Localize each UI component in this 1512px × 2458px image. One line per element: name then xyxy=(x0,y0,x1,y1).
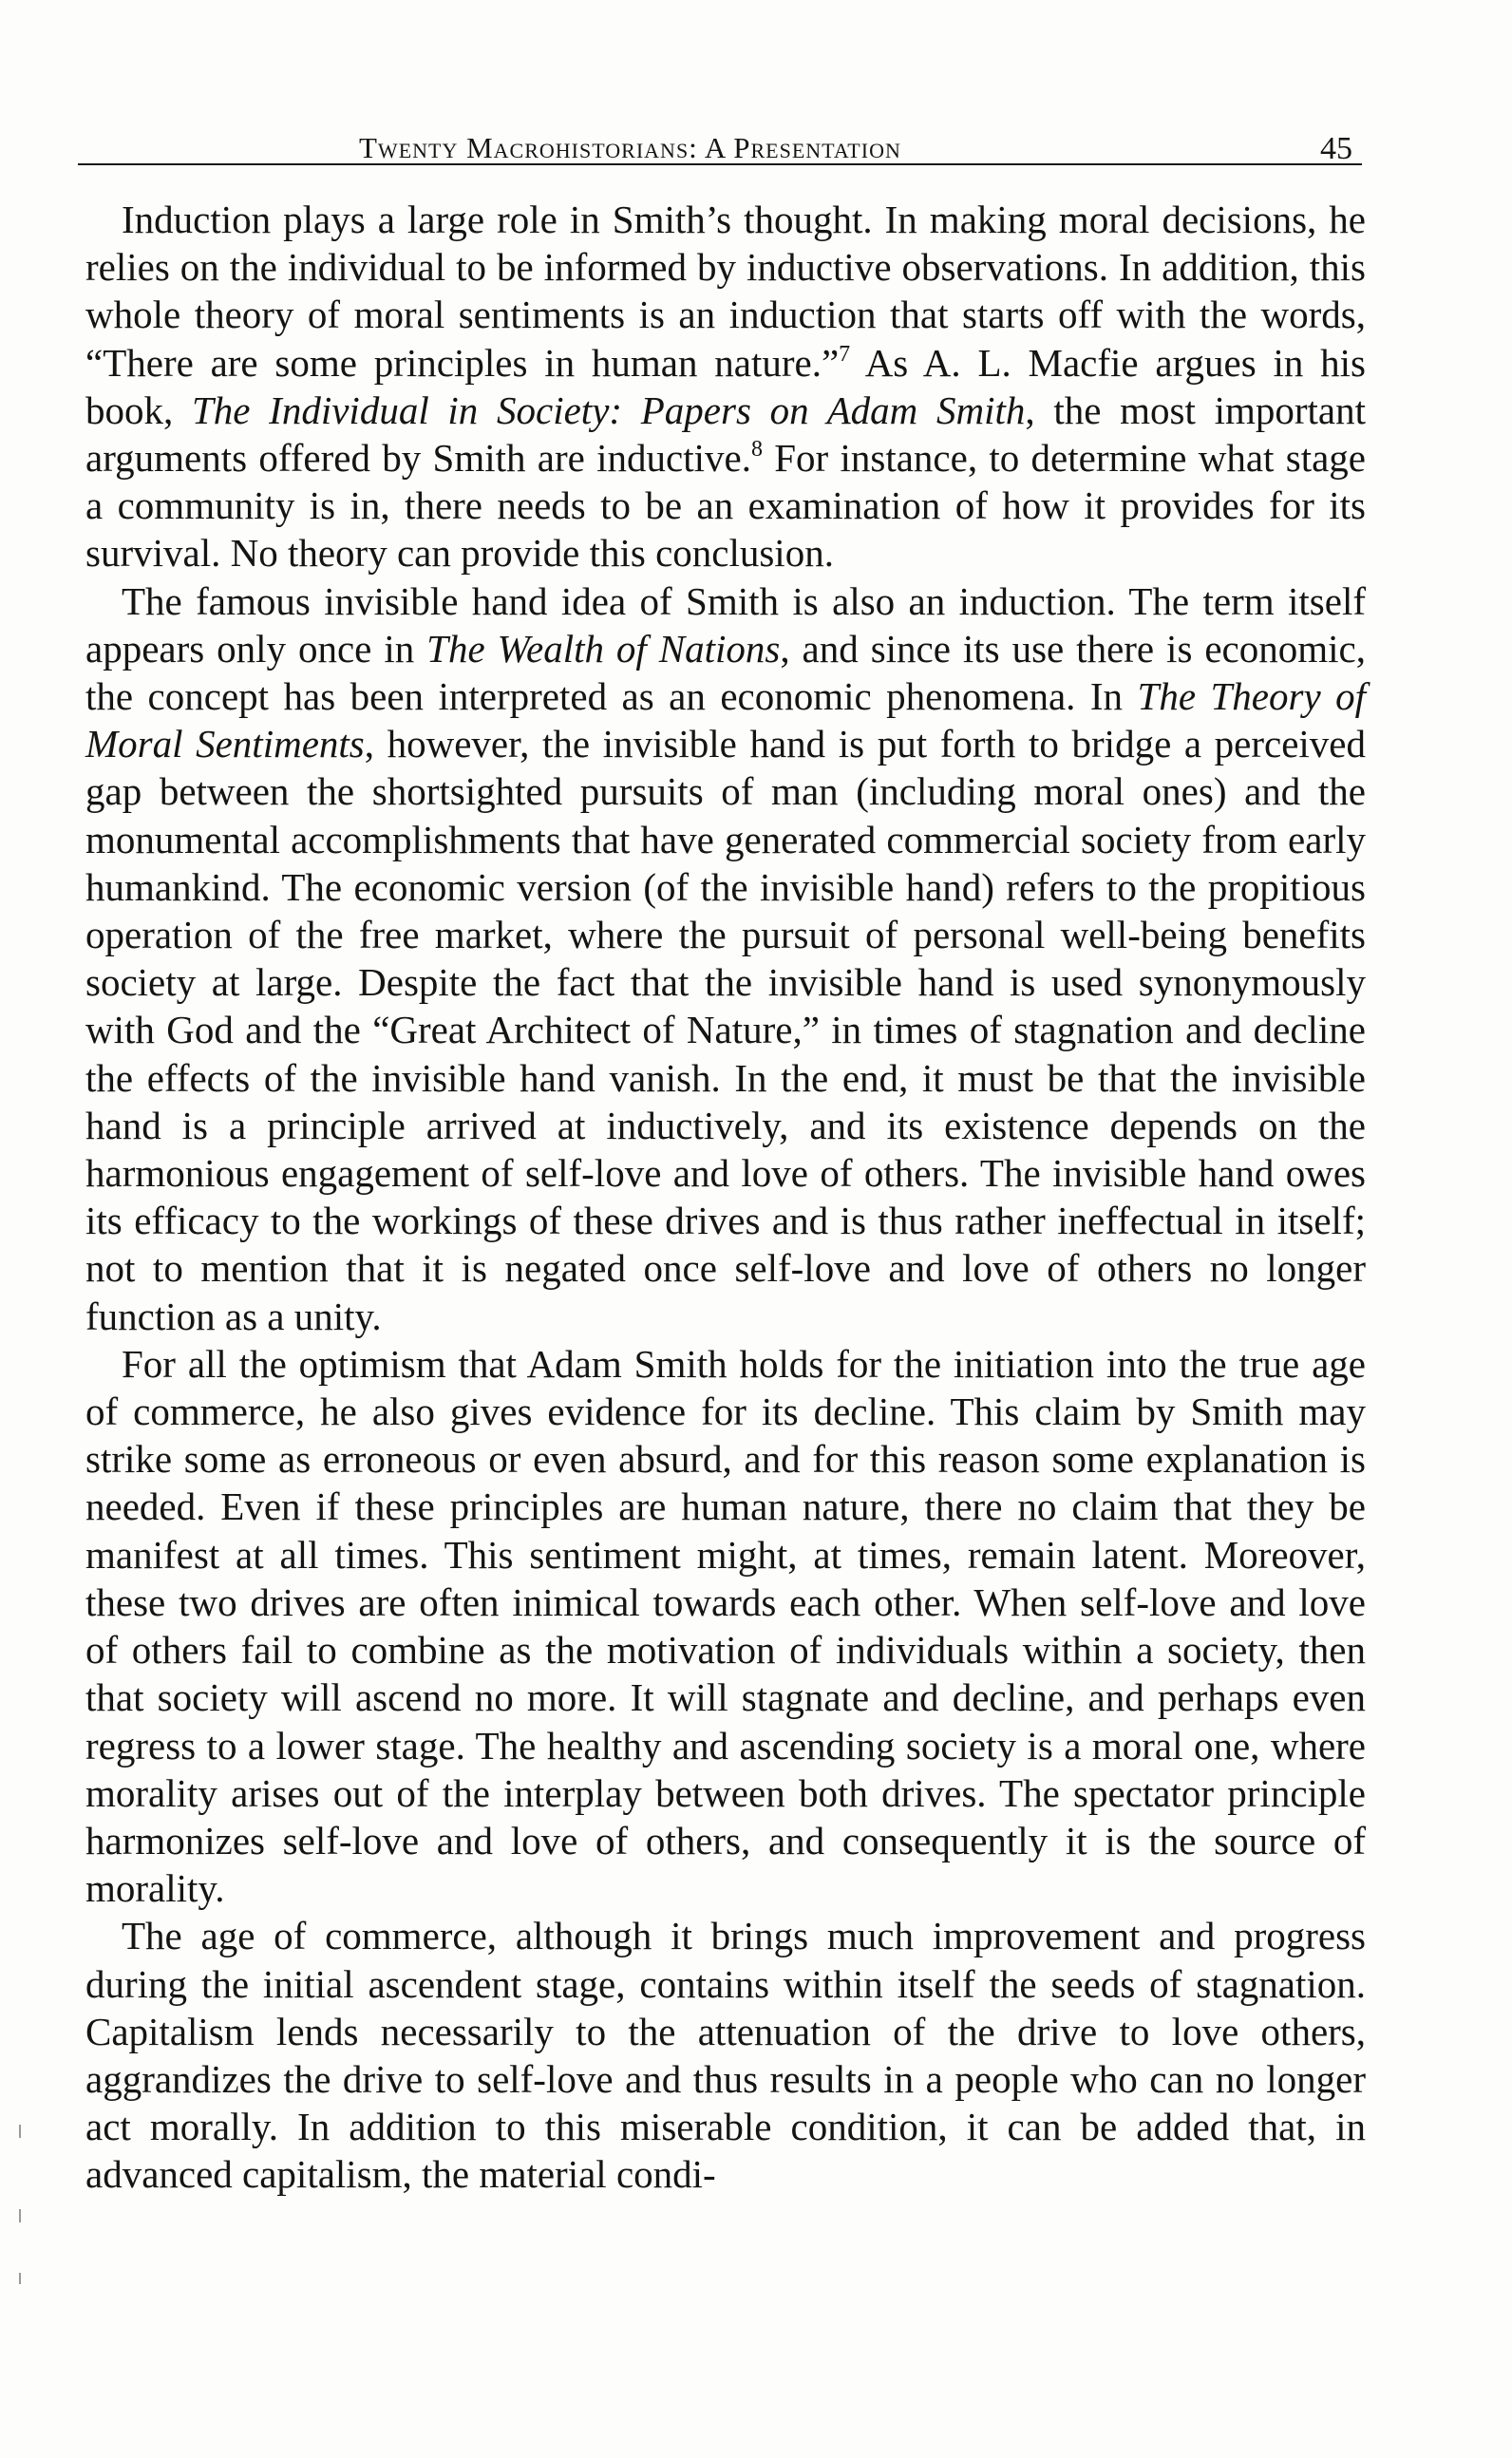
paragraph-text: , however, the invisible hand is put forth to bridge a perceived gap between the shortsighted pursuits of man (including moral ones) and the monumental accomplishments that have generated commercial society from early humankind. The economic version (of the invisible hand) refers to the propitious operation of the free market, where the pursuit of personal well-being benefits society at large. Despite the fact that the invisible hand is used synonymously with God and the “Great Architect of Nature,” in times of stagnation and decline the effects of the invisible hand vanish. In the end, it must be that the invisible hand is a principle arrived at inductively, and its existence depends on the harmonious engagement of self-love and love of others. The invisible hand owes its efficacy to the workings of these drives and is thus rather ineffectual in itself; not to mention that it is negated once self-love and love of others no longer function as a unity. xyxy=(85,722,1367,1338)
paragraph xyxy=(85,1912,1366,2198)
page-header xyxy=(78,125,1362,165)
paragraph-text: As A. L. Macfie argues in his book, xyxy=(85,340,1366,432)
paragraph-text: Induction plays a large role in Smith’s thought. In making moral decisions, he relies on the individual to be informed by inductive observations. In addition, this whole theory of moral sentiments is an induction that starts off with the words, “There are some principles in human nature.” xyxy=(85,198,1366,385)
scan-margin-mark xyxy=(19,2125,21,2138)
body-text xyxy=(85,196,1366,2199)
page-number: 45 xyxy=(1320,131,1352,166)
paragraph-text: , the most important arguments offered by Smith are inductive. xyxy=(85,388,1367,481)
paragraph-text: For instance, to determine what stage a community is in, there needs to be an examination of how it provides for its survival. No theory can provide this conclusion. xyxy=(85,436,1366,576)
footnote-marker: 7 xyxy=(839,341,851,367)
paragraph-text: , and since its use there is economic, the concept has been interpreted as an economic phenomena. In xyxy=(85,626,1366,719)
paragraph xyxy=(85,577,1366,1340)
paragraph-text: The famous invisible hand idea of Smith is also an induction. The term itself appears only once in xyxy=(85,578,1366,671)
book-title: The Theory of Moral Sentiments xyxy=(85,674,1367,766)
scan-margin-mark xyxy=(19,2209,21,2222)
paragraph-text: For all the optimism that Adam Smith holds for the initiation into the true age of commerce, he also gives evidence for its decline. This claim by Smith may strike some as erroneous or even absurd, and for this reason some explanation is needed. Even if these principles are human nature, there no claim that they be manifest at all times. This sentiment might, at times, remain latent. Moreover, these two drives are often inimical towards each other. When self-love and love of others fail to combine as the motivation of individuals within a society, then that society will ascend no more. It will stagnate and decline, and perhaps even regress to a lower stage. The healthy and ascending society is a moral one, where morality arises out of the interplay between both drives. The spectator principle harmonizes self-love and love of others, and consequently it is the source of morality. xyxy=(85,1341,1366,1911)
paragraph xyxy=(85,196,1366,577)
footnote-marker: 8 xyxy=(750,437,763,463)
paragraph-text: The age of commerce, although it brings much improvement and progress during the initial ascendent stage, contains within itself the seeds of stagnation. Capitalism lends necessarily to the attenuation of the drive to love others, aggrandizes the drive to self-love and thus results in a people who can no longer act morally. In addition to this miserable condition, it can be added that, in advanced capitalism, the material condi- xyxy=(85,1914,1366,2197)
paragraph xyxy=(85,1340,1366,1912)
running-title: Twenty Macrohistorians: A Presentation xyxy=(359,131,901,164)
scan-margin-mark xyxy=(19,2273,21,2284)
book-title: The Individual in Society: Papers on Adam Smith xyxy=(191,388,1026,432)
book-title: The Wealth of Nations xyxy=(426,626,781,671)
